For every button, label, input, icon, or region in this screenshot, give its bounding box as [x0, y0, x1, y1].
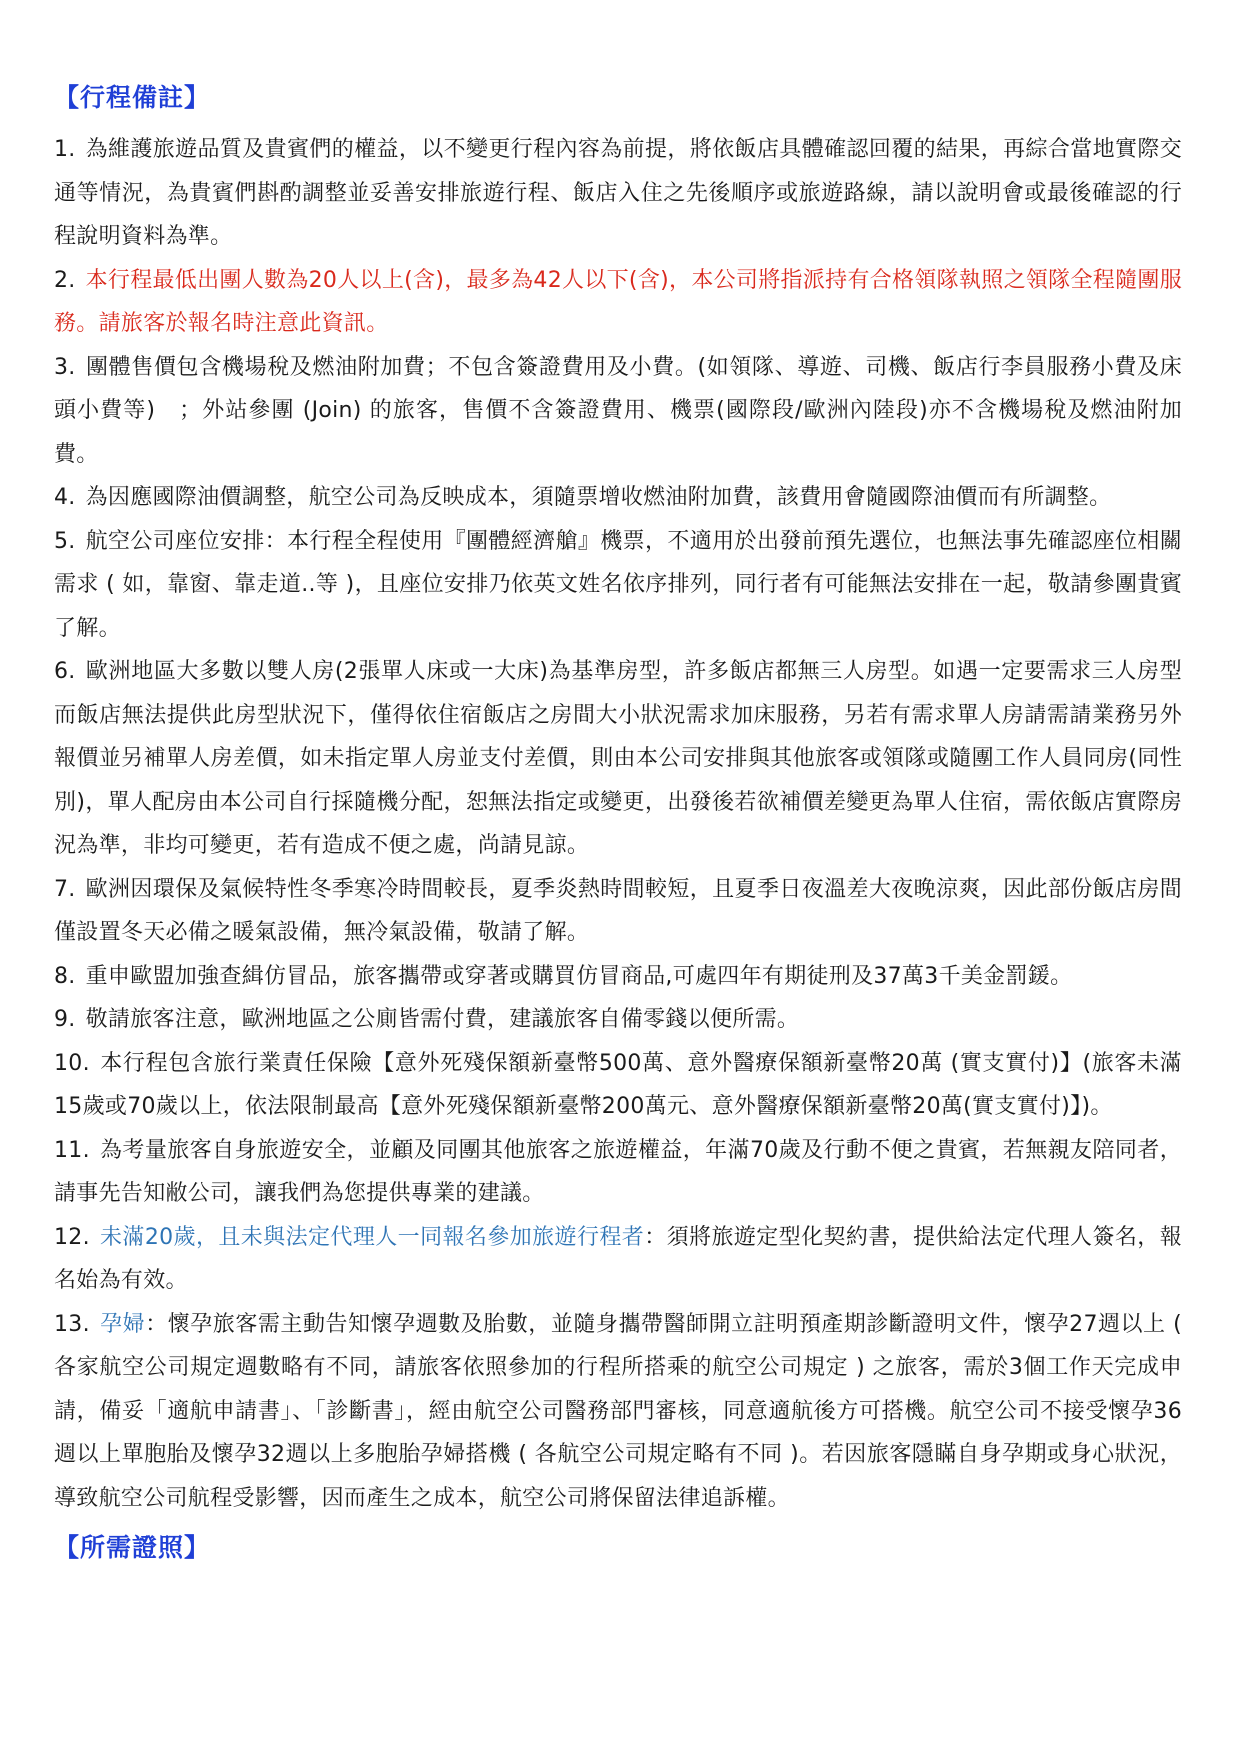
note-number: 2.: [54, 267, 76, 293]
note-number: 8.: [54, 963, 76, 989]
note-number: 13.: [54, 1311, 90, 1337]
note-number: 7.: [54, 876, 76, 902]
note-item-8: [54, 955, 1182, 999]
itinerary-notes-list: [54, 128, 1182, 1520]
note-item-4: [54, 476, 1182, 520]
note-number: 4.: [54, 485, 76, 510]
note-item-1: [54, 128, 1182, 259]
note-item-10: [54, 1042, 1182, 1129]
note-number: 11.: [54, 1137, 90, 1163]
note-text: ：懷孕旅客需主動告知懷孕週數及胎數，並隨身攜帶醫師開立註明預產期診斷證明文件，懷孕27週以上 ( 各家航空公司規定週數略有不同，請旅客依照參加的行程所搭乘的航空公司規定 ) 之旅客，需於3個工作天完成申請，備妥「適航申請書」、「診斷書」，經由航空公司醫務部門審核，同意適航後方可搭機。航空公司不接受懷孕36週以上單胞胎及懷孕32週以上多胞胎孕婦搭機 ( 各航空公司規定略有不同 )。若因旅客隱瞞自身孕期或身心狀況，導致航空公司航程受影響，因而產生之成本，航空公司將保留法律追訴權。: [54, 1311, 1182, 1511]
note-warning-text: 本行程最低出團人數為20人以上(含)，最多為42人以下(含)，本公司將指派持有合格領隊執照之領隊全程隨團服務。請旅客於報名時注意此資訊。: [54, 267, 1182, 336]
note-text: 歐洲地區大多數以雙人房(2張單人床或一大床)為基準房型，許多飯店都無三人房型。如遇一定要需求三人房型而飯店無法提供此房型狀況下，僅得依住宿飯店之房間大小狀況需求加床服務，另若有需求單人房請需請業務另外報價並另補單人房差價，如未指定單人房並支付差價，則由本公司安排與其他旅客或領隊或隨團工作人員同房(同性別)，單人配房由本公司自行採隨機分配，恕無法指定或變更，出發後若欲補價差變更為單人住宿，需依飯店實際房況為準，非均可變更，若有造成不便之處，尚請見諒。: [54, 659, 1182, 858]
note-text: 為維護旅遊品質及貴賓們的權益，以不變更行程內容為前提，將依飯店具體確認回覆的結果，再綜合當地實際交通等情況，為貴賓們斟酌調整並妥善安排旅遊行程、飯店入住之先後順序或旅遊路線，請以說明會或最後確認的行程說明資料為準。: [54, 137, 1182, 249]
note-number: 6.: [54, 659, 76, 684]
note-number: 3.: [54, 354, 76, 380]
note-item-5: [54, 520, 1182, 651]
note-highlight-text: 未滿20歲，且未與法定代理人一同報名參加旅遊行程者: [99, 1224, 645, 1250]
note-item-3: [54, 346, 1182, 477]
required-documents-heading: 【所需證照】: [54, 1533, 211, 1562]
note-item-6: [54, 650, 1182, 868]
note-number: 10.: [54, 1050, 90, 1076]
note-item-12: [54, 1216, 1182, 1303]
note-text: 航空公司座位安排：本行程全程使用『團體經濟艙』機票，不適用於出發前預先選位，也無法事先確認座位相關需求 ( 如，靠窗、靠走道..等 )，且座位安排乃依英文姓名依序排列，同行者有可能無法安排在一起，敬請參團貴賓了解。: [54, 528, 1182, 641]
note-item-2: [54, 259, 1182, 346]
note-text: ：須將旅遊定型化契約書，提供給法定代理人簽名，報名始為有效。: [54, 1224, 1182, 1293]
note-highlight-text: 孕婦: [99, 1311, 146, 1337]
note-text: 重申歐盟加強查緝仿冒品，旅客攜帶或穿著或購買仿冒商品,可處四年有期徒刑及37萬3千美金罰鍰。: [85, 963, 1073, 989]
note-number: 1.: [54, 137, 76, 162]
note-item-11: [54, 1129, 1182, 1216]
note-text: 團體售價包含機場稅及燃油附加費；不包含簽證費用及小費。(如領隊、導遊、司機、飯店行李員服務小費及床頭小費等) ；外站參團 (Join) 的旅客，售價不含簽證費用、機票(國際段/歐洲內陸段)亦不含機場稅及燃油附加費。: [54, 354, 1182, 467]
note-text: 本行程包含旅行業責任保險【意外死殘保額新臺幣500萬、意外醫療保額新臺幣20萬 (實支實付)】(旅客未滿15歲或70歲以上，依法限制最高【意外死殘保額新臺幣200萬元、意外醫療保額新臺幣20萬(實支實付)】)。: [54, 1050, 1182, 1119]
note-text: 為考量旅客自身旅遊安全，並顧及同團其他旅客之旅遊權益，年滿70歲及行動不便之貴賓，若無親友陪同者，請事先告知敝公司，讓我們為您提供專業的建議。: [54, 1137, 1182, 1206]
document-page: [54, 76, 1182, 1578]
note-number: 9.: [54, 1007, 76, 1032]
note-text: 歐洲因環保及氣候特性冬季寒冷時間較長，夏季炎熱時間較短，且夏季日夜溫差大夜晚涼爽，因此部份飯店房間僅設置冬天必備之暖氣設備，無冷氣設備，敬請了解。: [54, 876, 1182, 945]
note-number: 12.: [54, 1224, 90, 1250]
note-item-7: [54, 868, 1182, 955]
note-number: 5.: [54, 528, 76, 554]
note-text: 為因應國際油價調整，航空公司為反映成本，須隨票增收燃油附加費，該費用會隨國際油價而有所調整。: [85, 485, 1112, 510]
note-text: 敬請旅客注意，歐洲地區之公廁皆需付費，建議旅客自備零錢以便所需。: [85, 1007, 800, 1032]
note-item-9: [54, 998, 1182, 1042]
itinerary-notes-heading: 【行程備註】: [54, 83, 211, 112]
note-item-13: [54, 1303, 1182, 1521]
